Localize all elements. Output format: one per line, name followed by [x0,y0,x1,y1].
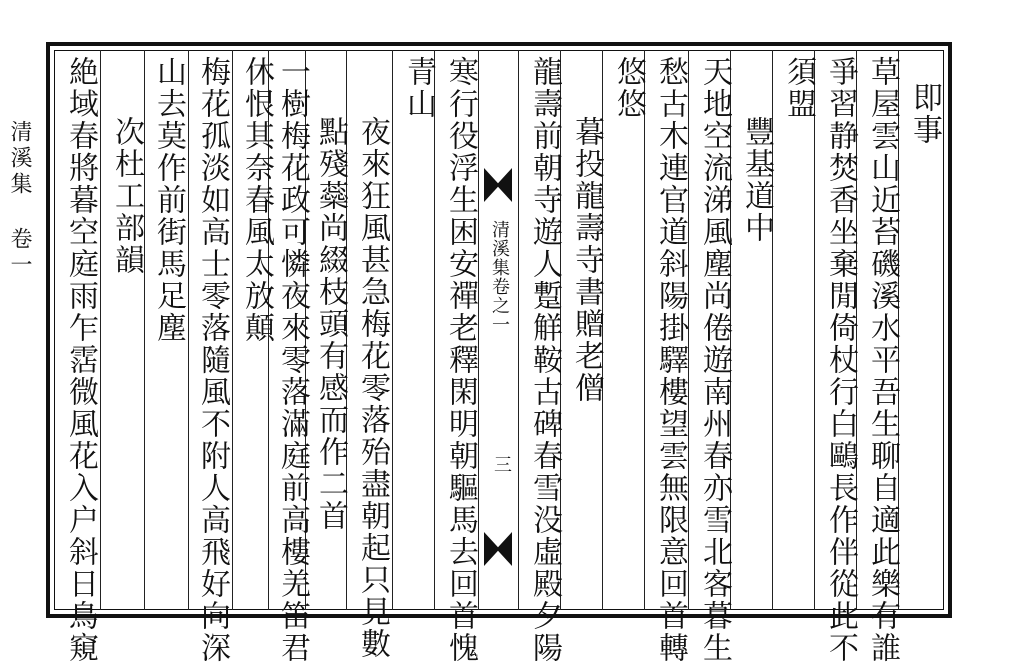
fold-page-number: 三 [491,455,512,473]
poem-title: 次杜工部韻 [109,116,144,276]
text-column: 須盟 [781,56,816,120]
poem-title: 暮投龍壽寺書贈老僧 [569,116,604,404]
column-rule [814,50,815,610]
upper-fishtail-mark [484,168,512,202]
text-column: 草屋雲山近苔磯溪水平吾生聊自適此樂有誰 [865,56,900,664]
text-column: 青山 [401,56,436,120]
poem-title: 點殘蘂尚綴枝頭有感而作二首 [313,116,348,532]
column-rule [518,50,519,610]
poem-title: 夜來狂風甚急梅花零落殆盡朝起只見數 [355,116,390,660]
text-column: 龍壽前朝寺遊人蹔觧鞍古碑春雪没虛殿夕陽 [527,56,562,664]
text-column: 爭習静焚香坐棄閒倚杖行白鷗長作伴從此不 [823,56,858,664]
text-column: 愁古木連官道斜陽掛驛樓望雲無限意回首轉 [653,56,688,664]
poem-title: 豐基道中 [739,116,774,244]
column-rule [644,50,645,610]
column-rule [434,50,435,610]
text-column: 一樹梅花政可憐夜來零落滿庭前高樓羌笛君 [275,56,310,664]
center-fold [478,50,518,610]
text-column: 梅花孤淡如高士零落隨風不附人高飛好向深 [195,56,230,664]
column-rule [392,50,393,610]
margin-title: 清溪集 卷一 [7,120,32,279]
text-column: 悠悠 [611,56,646,120]
column-rule [188,50,189,610]
text-column: 天地空流涕風塵尚倦遊南州春亦雪北客暮生 [697,56,732,664]
text-column: 山去莫作前街馬足塵 [151,56,186,344]
text-column: 寒行役浮生困安禪老釋閑明朝驅馬去回首愧 [443,56,478,664]
column-rule [100,50,101,610]
poem-title: 即事 [907,82,942,146]
text-column: 休恨其奈春風太放顛 [239,56,274,344]
lower-fishtail-mark [484,532,512,566]
column-rule [232,50,233,610]
text-column: 絶域春將暮空庭雨乍霑微風花入户斜日鳥窺 [63,56,98,664]
fold-title: 清溪集卷之一 [489,220,510,334]
